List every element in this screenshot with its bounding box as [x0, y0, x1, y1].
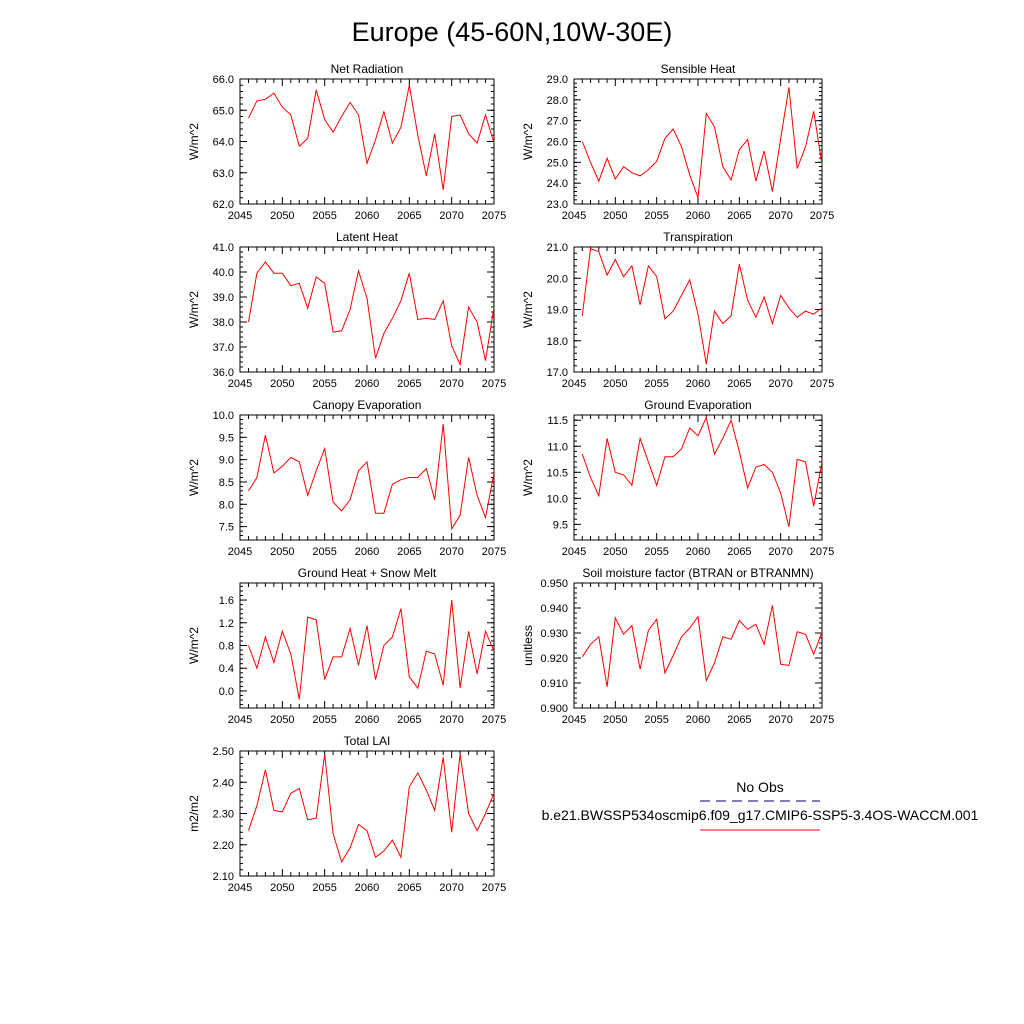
y-tick-label: 0.910: [540, 678, 568, 690]
y-tick-label: 11.5: [547, 415, 568, 428]
series-line: [582, 249, 822, 365]
x-tick-label: 2045: [227, 378, 253, 390]
x-tick-label: 2060: [685, 714, 711, 726]
panel-title: Total LAI: [343, 734, 391, 748]
series-line: [249, 424, 495, 529]
y-tick-label: 9.5: [218, 432, 234, 445]
panel-title: Net Radiation: [330, 62, 404, 76]
y-tick-label: 9.0: [218, 454, 234, 467]
y-axis-label: W/m^2: [187, 291, 201, 328]
x-tick-label: 2070: [768, 210, 793, 222]
y-tick-label: 21.0: [546, 242, 568, 254]
panel-5: [187, 398, 506, 558]
y-tick-label: 2.10: [212, 871, 234, 883]
panel-title: Soil moisture factor (BTRAN or BTRANMN): [582, 566, 814, 580]
panel-title: Sensible Heat: [660, 62, 736, 76]
x-tick-label: 2075: [481, 378, 507, 390]
panel-title: Canopy Evaporation: [312, 398, 422, 412]
x-tick-label: 2060: [685, 378, 711, 390]
panel-4: [521, 230, 834, 390]
y-tick-label: 27.0: [546, 115, 568, 128]
plot-frame: [574, 79, 822, 204]
panel-title: Ground Evaporation: [644, 398, 752, 412]
x-tick-label: 2050: [603, 210, 628, 222]
y-tick-label: 62.0: [212, 199, 234, 211]
x-tick-label: 2055: [312, 882, 337, 894]
y-axis-label: W/m^2: [521, 459, 535, 496]
y-tick-label: 9.5: [552, 519, 568, 532]
x-tick-label: 2070: [768, 714, 793, 726]
x-tick-label: 2075: [809, 546, 835, 558]
x-tick-label: 2045: [561, 210, 587, 222]
y-tick-label: 0.930: [540, 628, 568, 640]
y-tick-label: 2.20: [212, 839, 234, 852]
series-line: [249, 85, 495, 190]
y-tick-label: 11.0: [547, 441, 568, 454]
series-line: [582, 87, 822, 197]
y-axis-label: W/m^2: [187, 459, 201, 496]
y-tick-label: 0.900: [540, 703, 568, 715]
y-tick-label: 1.6: [218, 595, 234, 608]
x-tick-label: 2070: [768, 546, 793, 558]
x-tick-label: 2060: [685, 210, 711, 222]
panel-8: [521, 566, 834, 726]
x-tick-label: 2065: [397, 546, 422, 558]
x-tick-label: 2070: [439, 882, 464, 894]
y-tick-label: 8.0: [218, 499, 234, 512]
y-tick-label: 10.0: [212, 410, 234, 422]
panel-3: [187, 230, 506, 390]
y-tick-label: 0.940: [540, 603, 568, 615]
y-tick-label: 25.0: [546, 157, 568, 170]
x-tick-label: 2055: [312, 378, 337, 390]
x-tick-label: 2075: [809, 714, 835, 726]
panel-1: [187, 62, 506, 222]
y-axis-label: W/m^2: [187, 123, 201, 160]
series-line: [249, 262, 495, 365]
x-tick-label: 2045: [227, 882, 253, 894]
y-tick-label: 39.0: [212, 292, 234, 304]
y-tick-label: 20.0: [546, 273, 568, 286]
y-tick-label: 2.40: [212, 777, 234, 790]
y-tick-label: 2.50: [212, 746, 234, 758]
x-tick-label: 2055: [312, 210, 337, 222]
legend: [542, 779, 979, 830]
y-axis-label: unitless: [521, 625, 535, 666]
y-axis-label: W/m^2: [187, 627, 201, 664]
x-tick-label: 2065: [397, 378, 422, 390]
x-tick-label: 2075: [809, 378, 835, 390]
x-tick-label: 2050: [270, 546, 295, 558]
y-tick-label: 26.0: [546, 136, 568, 149]
y-tick-label: 24.0: [546, 178, 568, 191]
y-tick-label: 65.0: [212, 105, 234, 118]
y-tick-label: 37.0: [212, 342, 234, 354]
plot-frame: [574, 583, 822, 708]
x-tick-label: 2055: [644, 714, 669, 726]
x-tick-label: 2045: [227, 546, 253, 558]
x-tick-label: 2050: [270, 210, 295, 222]
panel-9: [187, 734, 506, 894]
panel-2: [521, 62, 834, 222]
y-tick-label: 40.0: [212, 267, 234, 279]
y-tick-label: 0.920: [540, 653, 568, 665]
x-tick-label: 2050: [270, 882, 295, 894]
x-tick-label: 2050: [603, 546, 628, 558]
x-tick-label: 2050: [603, 714, 628, 726]
y-tick-label: 36.0: [212, 367, 234, 379]
panel-6: [521, 398, 834, 558]
panel-title: Transpiration: [663, 230, 733, 244]
y-axis-label: m2/m2: [187, 795, 201, 832]
y-tick-label: 18.0: [546, 335, 568, 348]
y-tick-label: 23.0: [546, 199, 568, 211]
y-tick-label: 0.8: [218, 640, 234, 653]
x-tick-label: 2045: [561, 546, 587, 558]
y-axis-label: W/m^2: [521, 291, 535, 328]
x-tick-label: 2065: [727, 714, 752, 726]
x-tick-label: 2065: [727, 546, 752, 558]
y-tick-label: 1.2: [218, 617, 234, 630]
y-tick-label: 0.0: [218, 685, 234, 698]
plot-frame: [240, 247, 494, 372]
x-tick-label: 2050: [603, 378, 628, 390]
y-tick-label: 8.5: [218, 476, 234, 489]
panel-title: Ground Heat + Snow Melt: [297, 566, 437, 580]
x-tick-label: 2045: [227, 210, 253, 222]
y-tick-label: 2.30: [212, 808, 234, 821]
y-tick-label: 28.0: [546, 94, 568, 107]
x-tick-label: 2065: [727, 378, 752, 390]
x-tick-label: 2060: [354, 546, 380, 558]
y-tick-label: 66.0: [212, 74, 234, 86]
x-tick-label: 2055: [644, 546, 669, 558]
y-tick-label: 41.0: [212, 242, 234, 254]
x-tick-label: 2060: [354, 210, 380, 222]
x-tick-label: 2060: [354, 882, 380, 894]
series-line: [249, 600, 495, 700]
x-tick-label: 2055: [644, 378, 669, 390]
x-tick-label: 2065: [727, 210, 752, 222]
x-tick-label: 2045: [561, 378, 587, 390]
y-tick-label: 17.0: [546, 367, 568, 379]
series-line: [582, 606, 822, 687]
x-tick-label: 2065: [397, 714, 422, 726]
x-tick-label: 2065: [397, 882, 422, 894]
y-tick-label: 7.5: [218, 521, 234, 534]
series-line: [249, 754, 495, 862]
y-tick-label: 0.950: [540, 578, 568, 590]
x-tick-label: 2070: [439, 546, 464, 558]
y-tick-label: 64.0: [212, 136, 234, 149]
y-tick-label: 19.0: [546, 304, 568, 317]
x-tick-label: 2055: [312, 714, 337, 726]
x-tick-label: 2070: [768, 378, 793, 390]
plot-frame: [240, 751, 494, 876]
legend-case-label: b.e21.BWSSP534oscmip6.f09_g17.CMIP6-SSP5-3.4OS-WACCM.001: [541, 807, 979, 823]
x-tick-label: 2070: [439, 378, 464, 390]
x-tick-label: 2050: [270, 714, 295, 726]
y-tick-label: 63.0: [212, 167, 234, 180]
x-tick-label: 2075: [481, 546, 507, 558]
x-tick-label: 2070: [439, 714, 464, 726]
x-tick-label: 2055: [644, 210, 669, 222]
x-tick-label: 2075: [481, 210, 507, 222]
legend-obs-label: No Obs: [736, 779, 784, 795]
y-axis-label: W/m^2: [521, 123, 535, 160]
x-tick-label: 2075: [481, 714, 507, 726]
plot-frame: [574, 247, 822, 372]
x-tick-label: 2060: [685, 546, 711, 558]
y-tick-label: 38.0: [212, 317, 234, 329]
y-tick-label: 10.0: [546, 493, 568, 506]
figure-title: Europe (45-60N,10W-30E): [351, 17, 673, 47]
series-line: [582, 418, 822, 527]
x-tick-label: 2075: [481, 882, 507, 894]
x-tick-label: 2065: [397, 210, 422, 222]
x-tick-label: 2045: [227, 714, 253, 726]
x-tick-label: 2060: [354, 714, 380, 726]
x-tick-label: 2045: [561, 714, 587, 726]
plot-frame: [574, 415, 822, 540]
y-tick-label: 10.5: [546, 467, 568, 480]
x-tick-label: 2060: [354, 378, 380, 390]
panel-7: [187, 566, 506, 726]
x-tick-label: 2055: [312, 546, 337, 558]
plot-frame: [240, 79, 494, 204]
panel-title: Latent Heat: [335, 230, 399, 244]
y-tick-label: 0.4: [218, 663, 234, 676]
x-tick-label: 2075: [809, 210, 835, 222]
panels: [187, 62, 834, 894]
y-tick-label: 29.0: [546, 74, 568, 86]
x-tick-label: 2070: [439, 210, 464, 222]
x-tick-label: 2050: [270, 378, 295, 390]
